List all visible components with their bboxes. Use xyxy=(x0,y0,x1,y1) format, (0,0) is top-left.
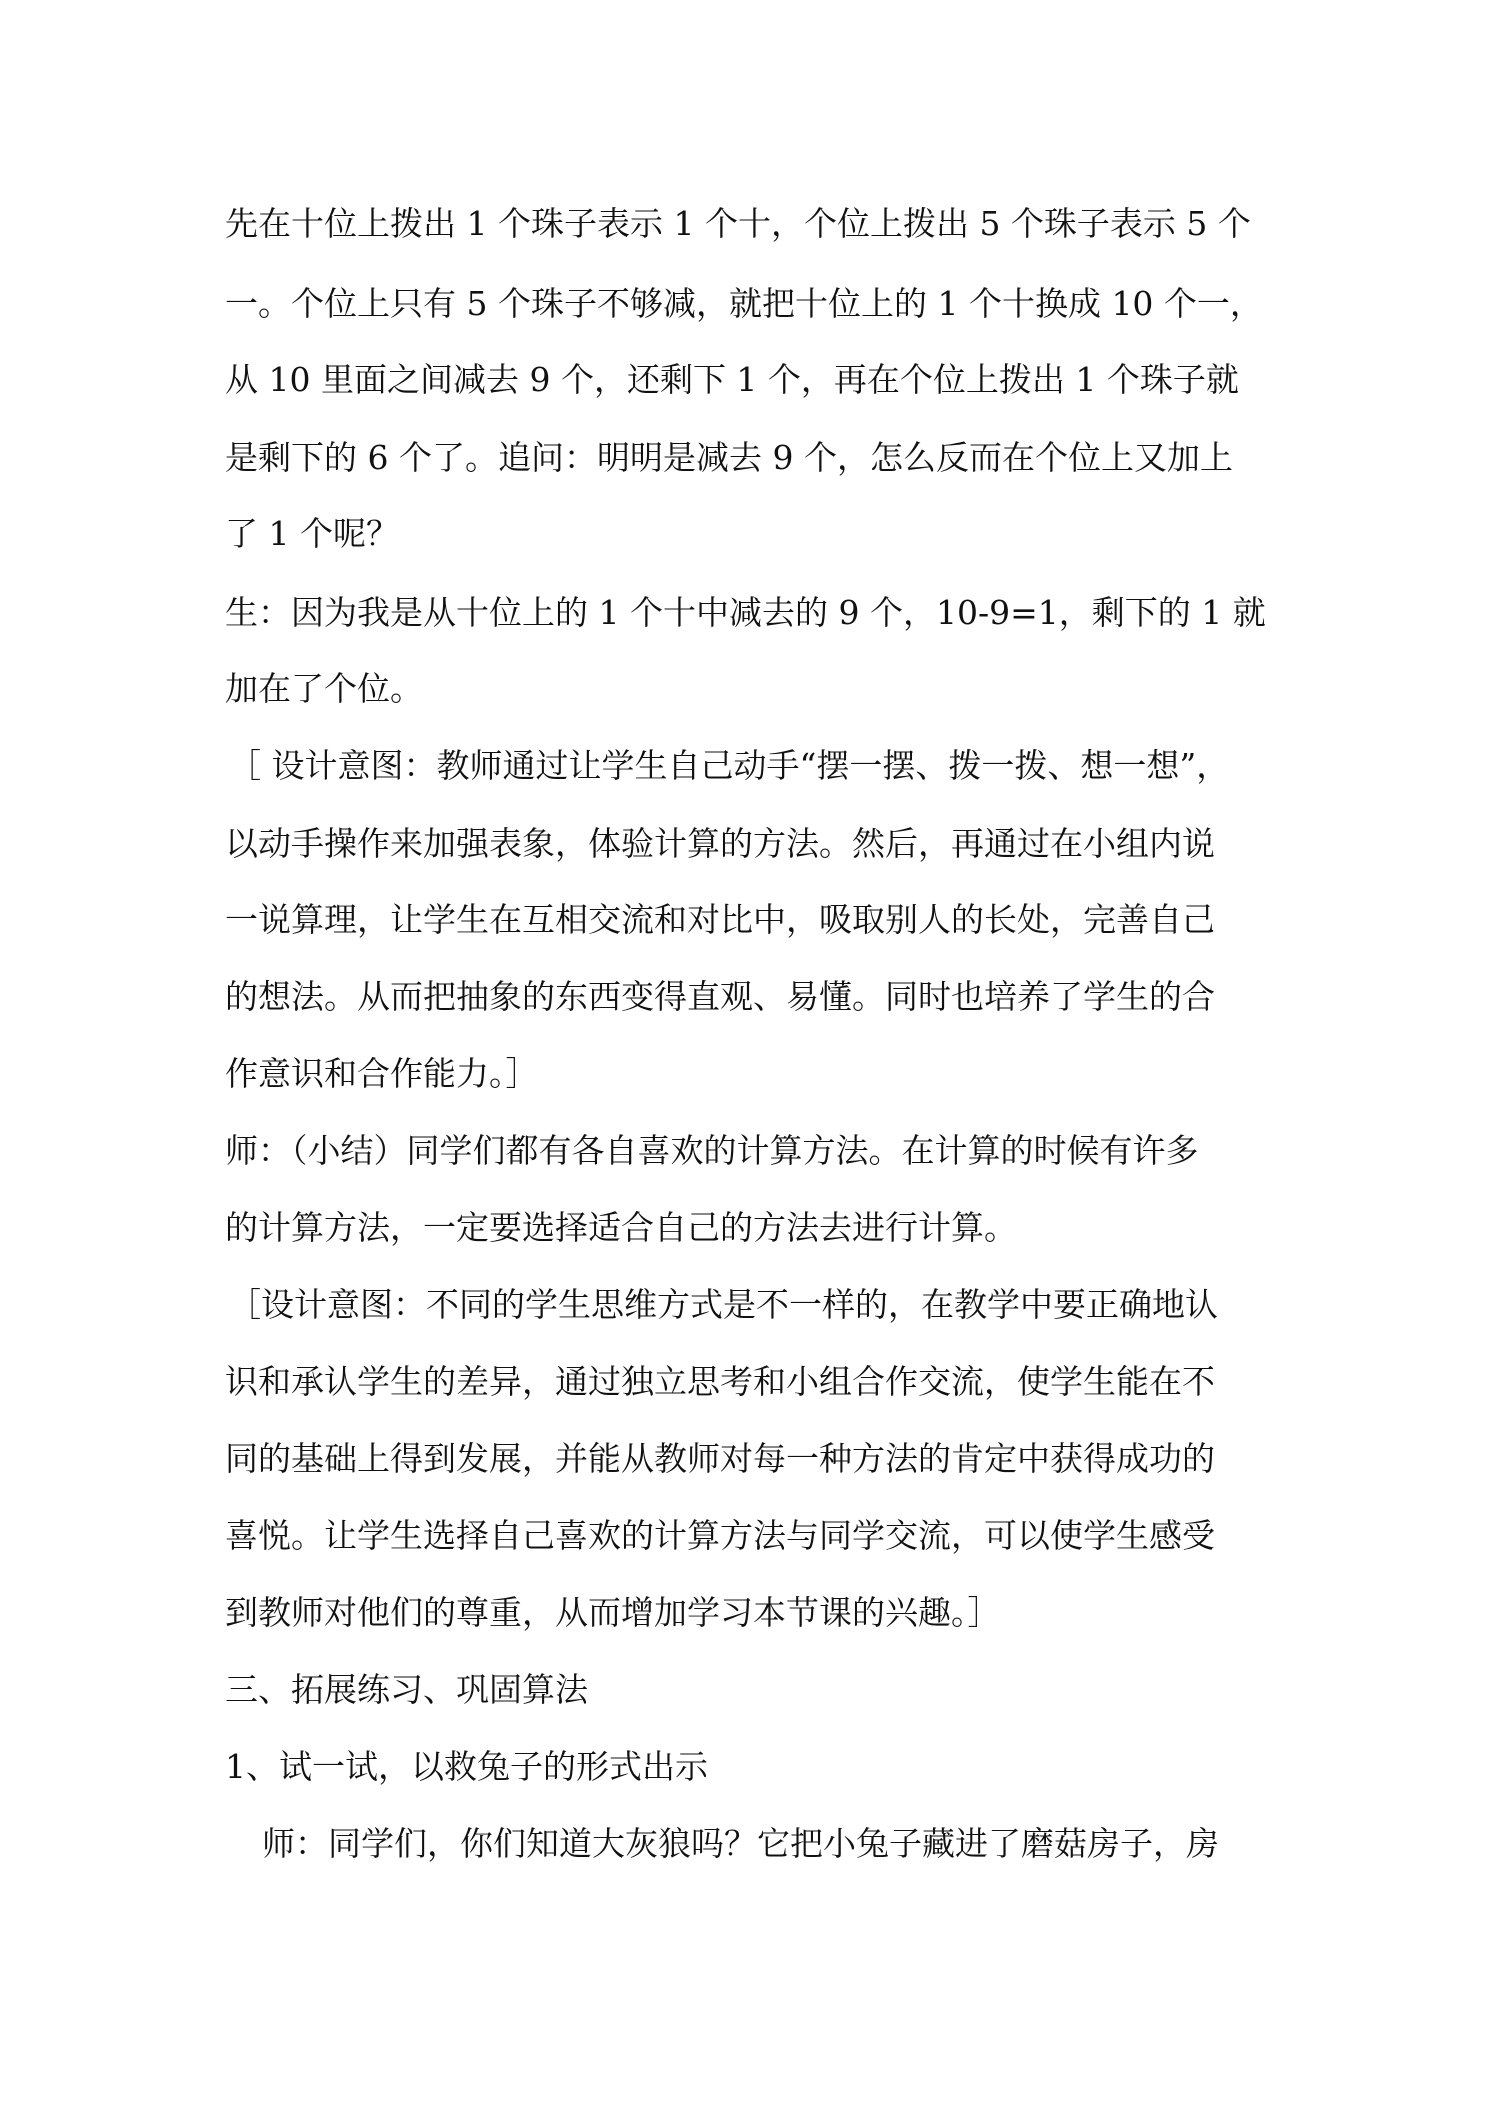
text-line-content: 加在了个位。 xyxy=(225,669,423,708)
text-line-content: 的想法。从而把抽象的东西变得直观、易懂。同时也培养了学生的合 xyxy=(225,977,1215,1016)
text-line xyxy=(0,1113,1488,1189)
text-line xyxy=(0,266,1488,342)
text-line-content: 以动手操作来加强表象，体验计算的方法。然后，再通过在小组内说 xyxy=(225,824,1215,863)
text-line-content: 生：因为我是从十位上的 1 个十中减去的 9 个，10-9=1，剩下的 1 就 xyxy=(225,593,1266,632)
text-line-content: 一。个位上只有 5 个珠子不够减，就把十位上的 1 个十换成 10 个一， xyxy=(225,284,1263,323)
text-line-content: 喜悦。让学生选择自己喜欢的计算方法与同学交流，可以使学生感受 xyxy=(225,1516,1215,1555)
text-line-content: 识和承认学生的差异，通过独立思考和小组合作交流，使学生能在不 xyxy=(225,1362,1215,1401)
text-line xyxy=(0,1036,1488,1112)
text-line xyxy=(0,186,1488,262)
text-line xyxy=(0,1267,1488,1343)
subsection-heading xyxy=(0,1729,1488,1805)
text-line-content: 作意识和合作能力。］ xyxy=(225,1054,539,1093)
text-line xyxy=(0,1806,1488,1882)
subsection-heading-text: 1、试一试，以救兔子的形式出示 xyxy=(225,1747,708,1786)
text-line xyxy=(0,1190,1488,1266)
text-line-content: 的计算方法，一定要选择适合自己的方法去进行计算。 xyxy=(225,1208,1017,1247)
text-line xyxy=(0,806,1488,882)
text-line xyxy=(0,575,1488,651)
text-line-content: 了 1 个呢？ xyxy=(225,514,399,553)
text-line-content: 同的基础上得到发展，并能从教师对每一种方法的肯定中获得成功的 xyxy=(225,1439,1215,1478)
text-line xyxy=(0,1498,1488,1574)
text-line xyxy=(0,420,1488,496)
text-line xyxy=(0,959,1488,1035)
text-line-content: 先在十位上拨出 1 个珠子表示 1 个十，个位上拨出 5 个珠子表示 5 个 xyxy=(225,204,1251,243)
text-line-content: 一说算理，让学生在互相交流和对比中，吸取别人的长处，完善自己 xyxy=(225,900,1215,939)
text-line xyxy=(0,342,1488,418)
text-line-content: ［ 设计意图：教师通过让学生自己动手“摆一摆、拨一拨、想一想”， xyxy=(228,746,1230,785)
section-heading-text: 三、拓展练习、巩固算法 xyxy=(225,1670,588,1709)
section-heading xyxy=(0,1652,1488,1728)
text-line xyxy=(0,496,1488,572)
text-line-content: 到教师对他们的尊重，从而增加学习本节课的兴趣。］ xyxy=(225,1593,1001,1632)
text-line xyxy=(0,882,1488,958)
text-line xyxy=(0,1344,1488,1420)
text-line-content: 从 10 里面之间减去 9 个，还剩下 1 个，再在个位上拨出 1 个珠子就 xyxy=(225,360,1239,399)
text-line xyxy=(0,1421,1488,1497)
text-line xyxy=(0,651,1488,727)
text-line xyxy=(0,728,1488,804)
text-line xyxy=(0,1575,1488,1651)
text-line-content: 是剩下的 6 个了。追问：明明是减去 9 个，怎么反而在个位上又加上 xyxy=(225,438,1233,477)
text-line-content: 师：（小结）同学们都有各自喜欢的计算方法。在计算的时候有许多 xyxy=(225,1131,1199,1170)
text-line-content: ［设计意图：不同的学生思维方式是不一样的，在教学中要正确地认 xyxy=(228,1285,1218,1324)
text-line-content: 师：同学们，你们知道大灰狼吗？它把小兔子藏进了磨菇房子，房 xyxy=(262,1824,1219,1863)
